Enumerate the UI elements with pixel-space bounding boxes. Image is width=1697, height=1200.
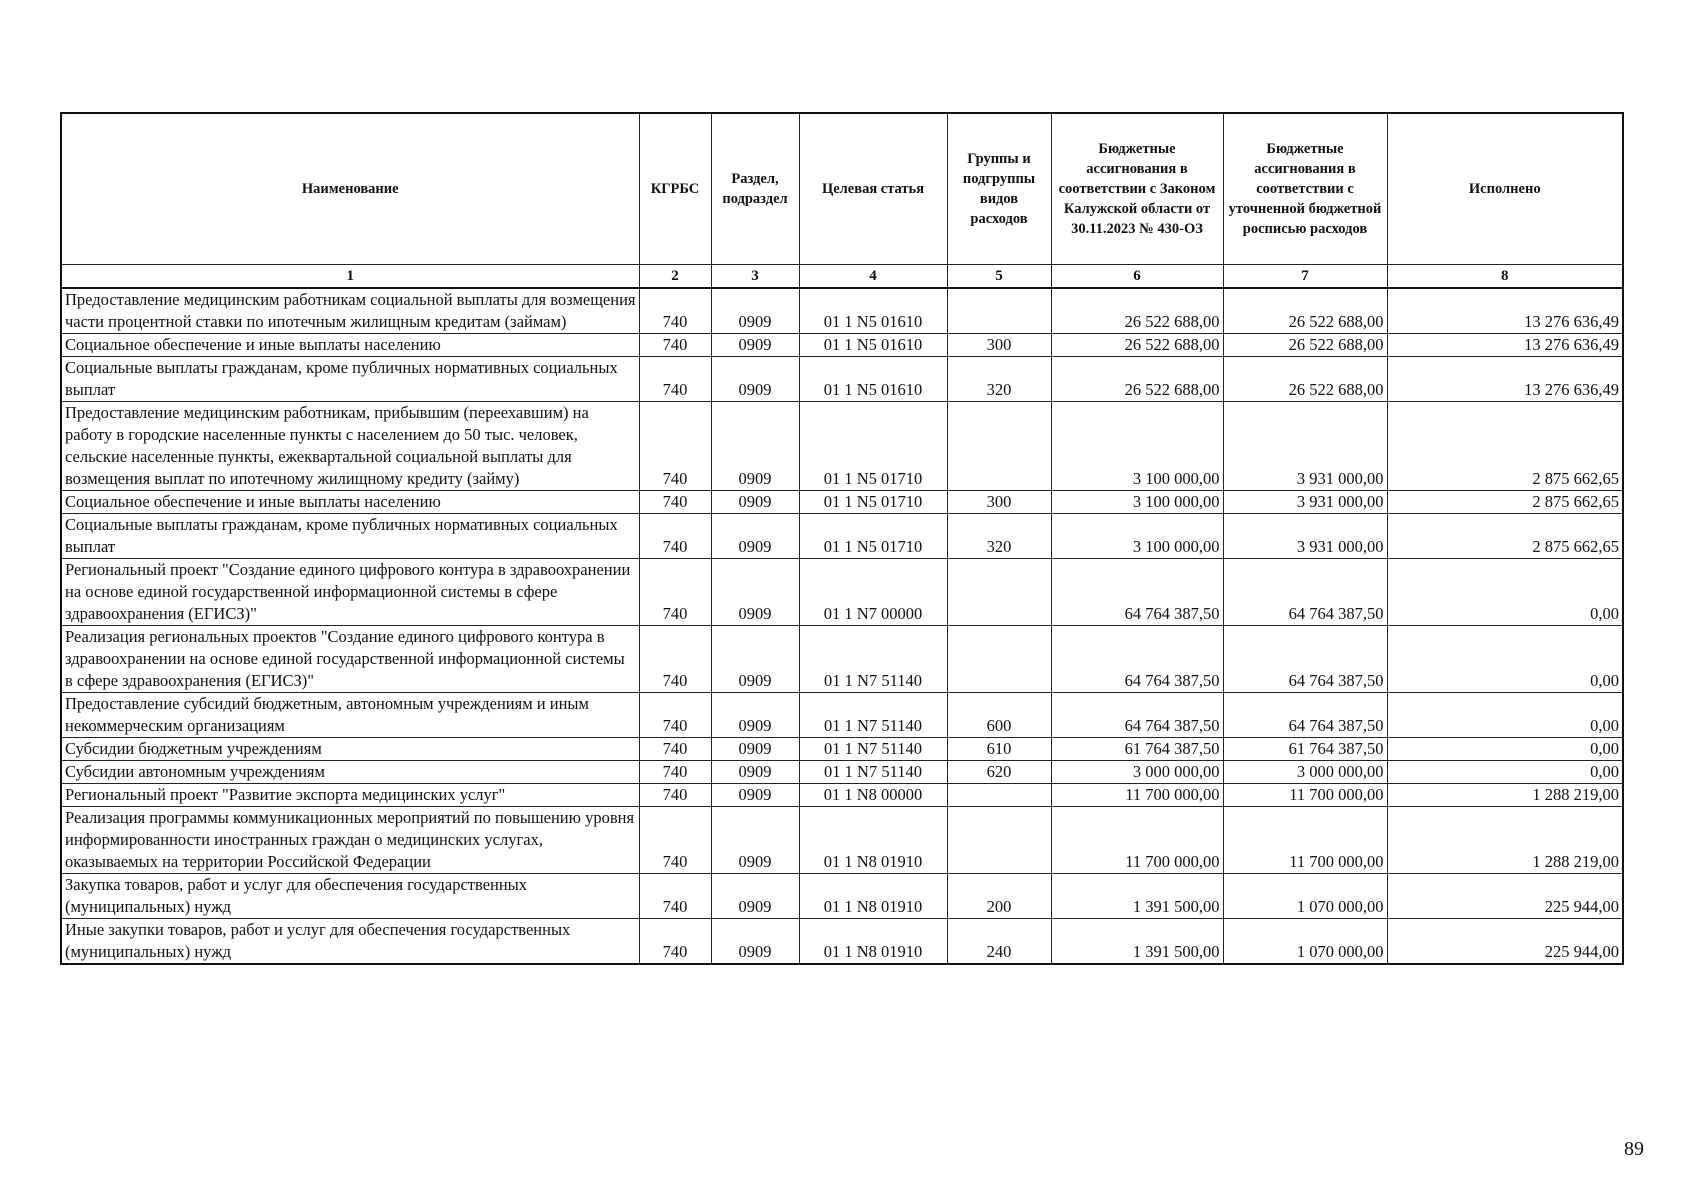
row-rospis: 3 931 000,00 — [1223, 491, 1387, 514]
row-name: Реализация программы коммуникационных мероприятий по повышению уровня информированности иностранных граждан о медицинских услугах, оказываемых на территории Российской Федерации — [61, 807, 639, 874]
row-name: Региональный проект "Развитие экспорта медицинских услуг" — [61, 784, 639, 807]
table-row — [61, 874, 1623, 919]
row-celevaya: 01 1 N8 01910 — [799, 807, 947, 874]
row-zakon: 64 764 387,50 — [1051, 693, 1223, 738]
header-kgrbs: КГРБС — [639, 113, 711, 265]
row-celevaya: 01 1 N7 51140 — [799, 738, 947, 761]
row-razdel: 0909 — [711, 874, 799, 919]
header-name: Наименование — [61, 113, 639, 265]
row-zakon: 3 100 000,00 — [1051, 514, 1223, 559]
row-celevaya: 01 1 N7 51140 — [799, 626, 947, 693]
row-vid: 320 — [947, 514, 1051, 559]
row-vid: 240 — [947, 919, 1051, 965]
page-number: 89 — [1624, 1138, 1644, 1160]
table-row — [61, 761, 1623, 784]
row-celevaya: 01 1 N5 01710 — [799, 514, 947, 559]
table-row — [61, 919, 1623, 965]
row-rospis: 1 070 000,00 — [1223, 874, 1387, 919]
header-row — [61, 113, 1623, 265]
row-celevaya: 01 1 N7 51140 — [799, 761, 947, 784]
row-razdel: 0909 — [711, 761, 799, 784]
row-kgrbs: 740 — [639, 626, 711, 693]
row-zakon: 1 391 500,00 — [1051, 874, 1223, 919]
row-razdel: 0909 — [711, 919, 799, 965]
table-row — [61, 807, 1623, 874]
row-vid — [947, 402, 1051, 491]
row-ispolneno: 0,00 — [1387, 738, 1623, 761]
table-row — [61, 288, 1623, 334]
budget-table — [60, 112, 1624, 965]
row-rospis: 61 764 387,50 — [1223, 738, 1387, 761]
row-celevaya: 01 1 N5 01710 — [799, 491, 947, 514]
row-rospis: 26 522 688,00 — [1223, 288, 1387, 334]
table-row — [61, 693, 1623, 738]
row-vid: 320 — [947, 357, 1051, 402]
row-zakon: 3 100 000,00 — [1051, 491, 1223, 514]
row-zakon: 3 100 000,00 — [1051, 402, 1223, 491]
row-razdel: 0909 — [711, 626, 799, 693]
row-razdel: 0909 — [711, 334, 799, 357]
row-ispolneno: 0,00 — [1387, 693, 1623, 738]
row-name: Предоставление медицинским работникам социальной выплаты для возмещения части процентной ставки по ипотечным жилищным кредитам (займам) — [61, 288, 639, 334]
row-name: Иные закупки товаров, работ и услуг для обеспечения государственных (муниципальных) нужд — [61, 919, 639, 965]
header-celevaya: Целевая статья — [799, 113, 947, 265]
row-razdel: 0909 — [711, 514, 799, 559]
row-zakon: 26 522 688,00 — [1051, 357, 1223, 402]
row-celevaya: 01 1 N8 01910 — [799, 919, 947, 965]
row-zakon: 11 700 000,00 — [1051, 784, 1223, 807]
row-name: Региональный проект "Создание единого цифрового контура в здравоохранении на основе единой государственной информационной системы в сфере здравоохранения (ЕГИСЗ)" — [61, 559, 639, 626]
row-celevaya: 01 1 N7 00000 — [799, 559, 947, 626]
row-vid — [947, 626, 1051, 693]
row-kgrbs: 740 — [639, 738, 711, 761]
row-zakon: 1 391 500,00 — [1051, 919, 1223, 965]
row-vid — [947, 784, 1051, 807]
table-row — [61, 402, 1623, 491]
row-kgrbs: 740 — [639, 334, 711, 357]
row-kgrbs: 740 — [639, 514, 711, 559]
row-rospis: 64 764 387,50 — [1223, 693, 1387, 738]
row-razdel: 0909 — [711, 491, 799, 514]
row-ispolneno: 2 875 662,65 — [1387, 402, 1623, 491]
row-ispolneno: 0,00 — [1387, 626, 1623, 693]
row-ispolneno: 0,00 — [1387, 761, 1623, 784]
row-rospis: 11 700 000,00 — [1223, 807, 1387, 874]
row-rospis: 26 522 688,00 — [1223, 334, 1387, 357]
row-name: Социальные выплаты гражданам, кроме публичных нормативных социальных выплат — [61, 357, 639, 402]
budget-table-container — [60, 112, 1622, 965]
row-zakon: 26 522 688,00 — [1051, 288, 1223, 334]
header-vid: Группы и подгруппы видов расходов — [947, 113, 1051, 265]
row-vid — [947, 559, 1051, 626]
row-vid: 300 — [947, 491, 1051, 514]
table-row — [61, 784, 1623, 807]
row-rospis: 1 070 000,00 — [1223, 919, 1387, 965]
row-zakon: 64 764 387,50 — [1051, 626, 1223, 693]
row-kgrbs: 740 — [639, 402, 711, 491]
row-vid: 600 — [947, 693, 1051, 738]
row-zakon: 11 700 000,00 — [1051, 807, 1223, 874]
row-zakon: 61 764 387,50 — [1051, 738, 1223, 761]
row-celevaya: 01 1 N5 01610 — [799, 288, 947, 334]
row-celevaya: 01 1 N8 00000 — [799, 784, 947, 807]
row-zakon: 26 522 688,00 — [1051, 334, 1223, 357]
row-name: Закупка товаров, работ и услуг для обеспечения государственных (муниципальных) нужд — [61, 874, 639, 919]
table-row — [61, 357, 1623, 402]
row-ispolneno: 13 276 636,49 — [1387, 357, 1623, 402]
row-razdel: 0909 — [711, 288, 799, 334]
row-vid: 300 — [947, 334, 1051, 357]
row-name: Социальные выплаты гражданам, кроме публичных нормативных социальных выплат — [61, 514, 639, 559]
row-vid: 200 — [947, 874, 1051, 919]
table-row — [61, 491, 1623, 514]
row-rospis: 3 931 000,00 — [1223, 514, 1387, 559]
row-kgrbs: 740 — [639, 761, 711, 784]
row-ispolneno: 225 944,00 — [1387, 874, 1623, 919]
row-vid — [947, 807, 1051, 874]
row-rospis: 3 931 000,00 — [1223, 402, 1387, 491]
column-number: 8 — [1387, 265, 1623, 289]
row-zakon: 3 000 000,00 — [1051, 761, 1223, 784]
table-row — [61, 738, 1623, 761]
header-zakon: Бюджетные ассигнования в соответствии с Законом Калужской области от 30.11.2023 № 430-ОЗ — [1051, 113, 1223, 265]
row-kgrbs: 740 — [639, 491, 711, 514]
table-row — [61, 514, 1623, 559]
column-number: 4 — [799, 265, 947, 289]
row-celevaya: 01 1 N5 01610 — [799, 357, 947, 402]
column-number: 3 — [711, 265, 799, 289]
row-ispolneno: 13 276 636,49 — [1387, 288, 1623, 334]
row-kgrbs: 740 — [639, 693, 711, 738]
row-ispolneno: 225 944,00 — [1387, 919, 1623, 965]
row-ispolneno: 13 276 636,49 — [1387, 334, 1623, 357]
row-razdel: 0909 — [711, 559, 799, 626]
row-kgrbs: 740 — [639, 874, 711, 919]
row-name: Субсидии автономным учреждениям — [61, 761, 639, 784]
row-vid: 610 — [947, 738, 1051, 761]
row-name: Реализация региональных проектов "Создание единого цифрового контура в здравоохранении на основе единой государственной информационной системы в сфере здравоохранения (ЕГИСЗ)" — [61, 626, 639, 693]
row-kgrbs: 740 — [639, 807, 711, 874]
row-rospis: 64 764 387,50 — [1223, 559, 1387, 626]
table-row — [61, 626, 1623, 693]
row-razdel: 0909 — [711, 693, 799, 738]
column-number: 7 — [1223, 265, 1387, 289]
row-celevaya: 01 1 N7 51140 — [799, 693, 947, 738]
row-ispolneno: 2 875 662,65 — [1387, 491, 1623, 514]
header-rospis: Бюджетные ассигнования в соответствии с уточненной бюджетной росписью расходов — [1223, 113, 1387, 265]
column-number: 1 — [61, 265, 639, 289]
column-number: 6 — [1051, 265, 1223, 289]
column-number-row — [61, 265, 1623, 289]
row-ispolneno: 0,00 — [1387, 559, 1623, 626]
row-ispolneno: 2 875 662,65 — [1387, 514, 1623, 559]
row-vid — [947, 288, 1051, 334]
row-razdel: 0909 — [711, 807, 799, 874]
row-razdel: 0909 — [711, 402, 799, 491]
row-vid: 620 — [947, 761, 1051, 784]
row-kgrbs: 740 — [639, 559, 711, 626]
row-celevaya: 01 1 N5 01710 — [799, 402, 947, 491]
row-rospis: 11 700 000,00 — [1223, 784, 1387, 807]
row-kgrbs: 740 — [639, 357, 711, 402]
row-razdel: 0909 — [711, 784, 799, 807]
row-kgrbs: 740 — [639, 288, 711, 334]
column-number: 2 — [639, 265, 711, 289]
header-razdel: Раздел, подраздел — [711, 113, 799, 265]
row-razdel: 0909 — [711, 357, 799, 402]
header-ispolneno: Исполнено — [1387, 113, 1623, 265]
row-zakon: 64 764 387,50 — [1051, 559, 1223, 626]
row-name: Предоставление медицинским работникам, прибывшим (переехавшим) на работу в городские населенные пункты с населением до 50 тыс. человек, сельские населенные пункты, ежеквартальной социальной выплаты для возмещения выплат по ипотечному жилищному кредиту (займу) — [61, 402, 639, 491]
row-razdel: 0909 — [711, 738, 799, 761]
row-name: Социальное обеспечение и иные выплаты населению — [61, 334, 639, 357]
row-rospis: 26 522 688,00 — [1223, 357, 1387, 402]
row-name: Социальное обеспечение и иные выплаты населению — [61, 491, 639, 514]
column-number: 5 — [947, 265, 1051, 289]
row-rospis: 64 764 387,50 — [1223, 626, 1387, 693]
row-celevaya: 01 1 N8 01910 — [799, 874, 947, 919]
table-row — [61, 334, 1623, 357]
row-name: Субсидии бюджетным учреждениям — [61, 738, 639, 761]
row-ispolneno: 1 288 219,00 — [1387, 784, 1623, 807]
row-celevaya: 01 1 N5 01610 — [799, 334, 947, 357]
row-kgrbs: 740 — [639, 919, 711, 965]
row-rospis: 3 000 000,00 — [1223, 761, 1387, 784]
row-name: Предоставление субсидий бюджетным, автономным учреждениям и иным некоммерческим организациям — [61, 693, 639, 738]
row-kgrbs: 740 — [639, 784, 711, 807]
table-row — [61, 559, 1623, 626]
row-ispolneno: 1 288 219,00 — [1387, 807, 1623, 874]
